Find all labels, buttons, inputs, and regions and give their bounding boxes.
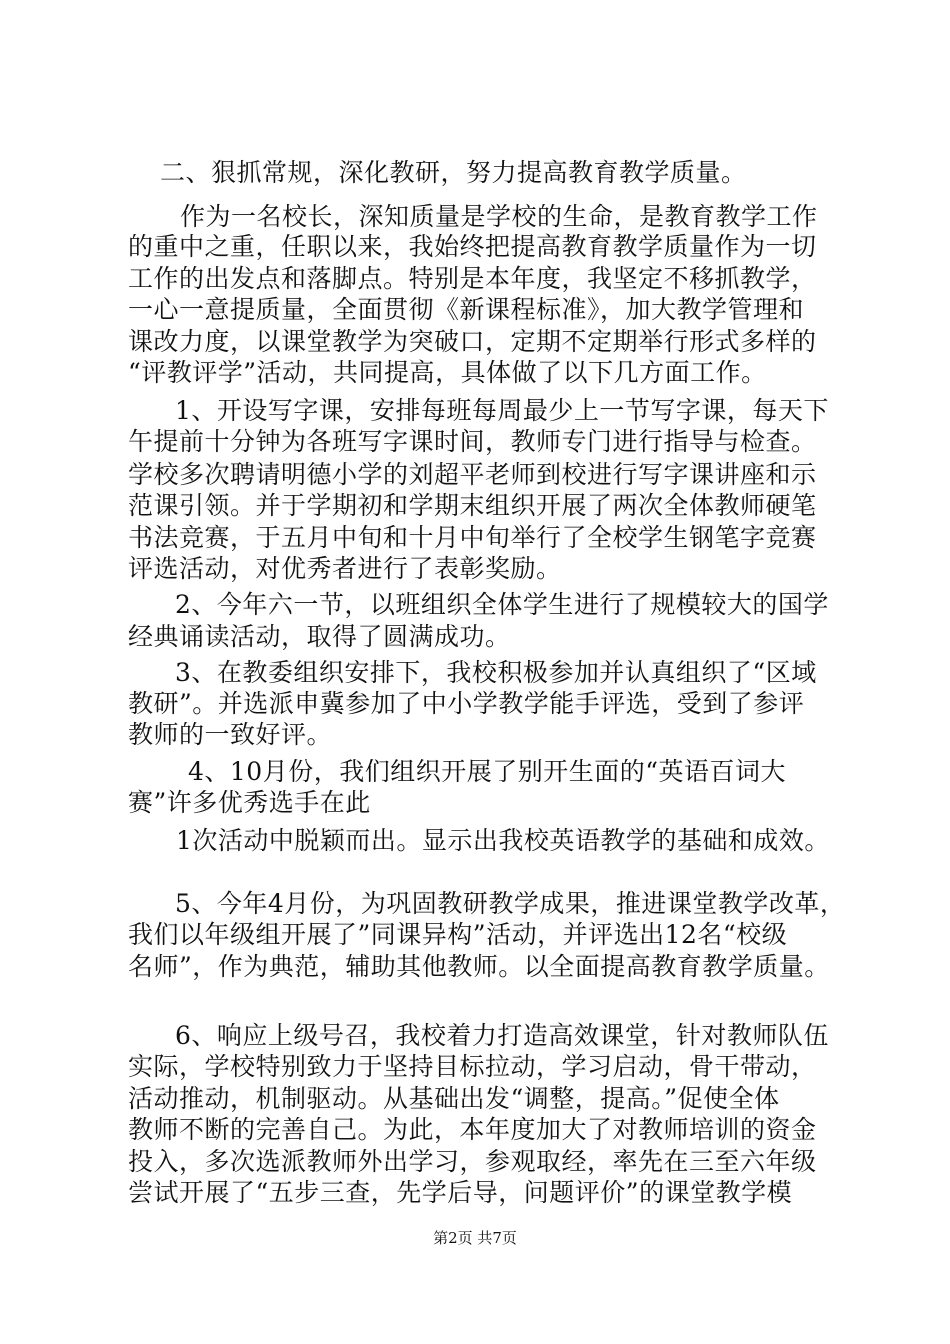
list-item-6-line: 教师不断的完善自己。为此，本年度加大了对教师培训的资金 bbox=[128, 1115, 817, 1144]
list-item-6-line: 活动推动，机制驱动。从基础出发“调整，提高。”促使全体 bbox=[128, 1084, 780, 1113]
list-item-2-line: 经典诵读活动，取得了圆满成功。 bbox=[128, 622, 511, 651]
list-item-6-line: 尝试开展了“五步三查，先学后导，问题评价”的课堂教学模 bbox=[128, 1178, 793, 1207]
paragraph-line: 作为一名校长，深知质量是学校的生命，是教育教学工作 bbox=[180, 202, 818, 231]
list-item-5-line: 名师”，作为典范，辅助其他教师。以全面提高教育教学质量。 bbox=[128, 952, 830, 981]
list-item-6-line: 实际，学校特别致力于坚持目标拉动，学习启动，骨干带动， bbox=[128, 1052, 817, 1081]
paragraph-line: 工作的出发点和落脚点。特别是本年度，我坚定不移抓教学， bbox=[128, 264, 817, 293]
paragraph-line: 课改力度，以课堂教学为突破口，定期不定期举行形式多样的 bbox=[128, 327, 817, 356]
list-item-1-line: 范课引领。并于学期初和学期末组织开展了两次全体教师硬笔 bbox=[128, 491, 817, 520]
list-item-3-line: 教师的一致好评。 bbox=[128, 720, 333, 749]
list-item-6-line: 投入，多次选派教师外出学习，参观取经，率先在三至六年级 bbox=[128, 1147, 817, 1176]
list-item-3-line: 教研”。并选派申冀参加了中小学教学能手评选，受到了参评 bbox=[128, 689, 805, 718]
paragraph-line: 一心一意提质量，全面贯彻《新课程标准》，加大教学管理和 bbox=[128, 295, 805, 324]
section-heading: 二、狠抓常规，深化教研，努力提高教育教学质量。 bbox=[160, 158, 747, 187]
list-item-6-line: 6、响应上级号召，我校着力打造高效课堂，针对教师队伍 bbox=[175, 1021, 829, 1050]
page-footer: 第2页 共7页 bbox=[433, 1229, 517, 1247]
list-item-2-line: 2、今年六一节，以班组织全体学生进行了规模较大的国学 bbox=[175, 590, 829, 619]
list-item-1-line: 1、开设写字课，安排每班每周最少上一节写字课，每天下 bbox=[175, 396, 829, 425]
list-item-3-line: 3、在教委组织安排下，我校积极参加并认真组织了“区域 bbox=[175, 658, 817, 687]
paragraph-line: 的重中之重，任职以来，我始终把提高教育教学质量作为一切 bbox=[128, 232, 817, 261]
list-item-1-line: 学校多次聘请明德小学的刘超平老师到校进行写字课讲座和示 bbox=[128, 460, 817, 489]
list-item-4-line: 1次活动中脱颖而出。显示出我校英语教学的基础和成效。 bbox=[176, 826, 830, 855]
list-item-1-line: 午提前十分钟为各班写字课时间，教师专门进行指导与检查。 bbox=[128, 427, 817, 456]
list-item-1-line: 评选活动，对优秀者进行了表彰奖励。 bbox=[128, 554, 562, 583]
paragraph-line: “评教评学”活动，共同提高，具体做了以下几方面工作。 bbox=[128, 358, 767, 387]
list-item-5-line: 5、今年4月份，为巩固教研教学成果，推进课堂教学改革， bbox=[175, 889, 846, 918]
list-item-5-line: 我们以年级组开展了”同课异构”活动，并评选出12名“校级 bbox=[128, 920, 788, 949]
list-item-4-line: 赛”许多优秀选手在此 bbox=[128, 788, 371, 817]
list-item-1-line: 书法竞赛，于五月中旬和十月中旬举行了全校学生钢笔字竞赛 bbox=[128, 523, 817, 552]
list-item-4-line: 4、10月份，我们组织开展了别开生面的“英语百词大 bbox=[188, 757, 786, 786]
